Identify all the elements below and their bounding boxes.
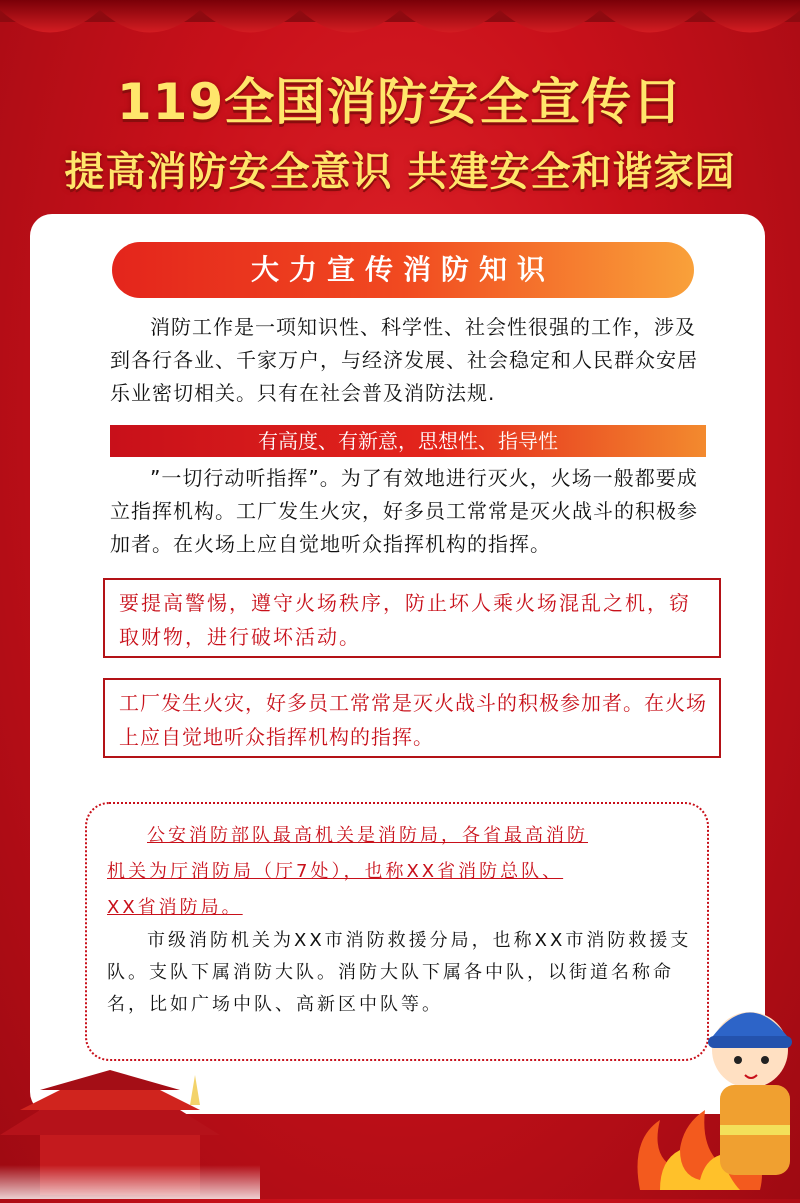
fire-agency-text (107, 818, 692, 926)
sub-banner: 有高度、有新意，思想性、指导性 (110, 425, 706, 457)
fire-agency-line-3: XX省消防局。 (107, 897, 243, 918)
fire-agency-line-2: 机关为厅消防局（厅7处），也称XX省消防总队、 (107, 861, 564, 882)
tiananmen-illustration (0, 1015, 260, 1199)
intro-paragraph: 消防工作是一项知识性、科学性、社会性很强的工作，涉及到各行各业、千家万户，与经济发展、社会稳定和人民群众安居乐业密切相关。只有在社会普及消防法规. (110, 315, 698, 405)
curtain-decoration (0, 0, 800, 60)
page-subtitle: 提高消防安全意识 共建安全和谐家园 (64, 149, 736, 195)
city-agency-paragraph: 市级消防机关为XX市消防救援分局，也称XX市消防救援支队。支队下属消防大队。消防大队下属各中队，以街道名称命名，比如广场中队、高新区中队等。 (107, 930, 692, 1015)
firefighter-illustration (620, 960, 800, 1199)
warning-box-1: 要提高警惕，遵守火场秩序，防止坏人乘火场混乱之机，窃取财物，进行破坏活动。 (103, 578, 721, 658)
command-paragraph: ”一切行动听指挥”。为了有效地进行灭火，火场一般都要成立指挥机构。工厂发生火灾，好多员工常常是灭火战斗的积极参加者。在火场上应自觉地听众指挥机构的指挥。 (110, 466, 698, 556)
page-title: 119全国消防安全宣传日 (116, 73, 684, 131)
fire-agency-line-1: 公安消防部队最高机关是消防局，各省最高消防 (147, 825, 588, 846)
section-banner: 大力宣传消防知识 (112, 242, 694, 298)
warning-box-2: 工厂发生火灾，好多员工常常是灭火战斗的积极参加者。在火场上应自觉地听众指挥机构的指挥。 (103, 678, 721, 758)
